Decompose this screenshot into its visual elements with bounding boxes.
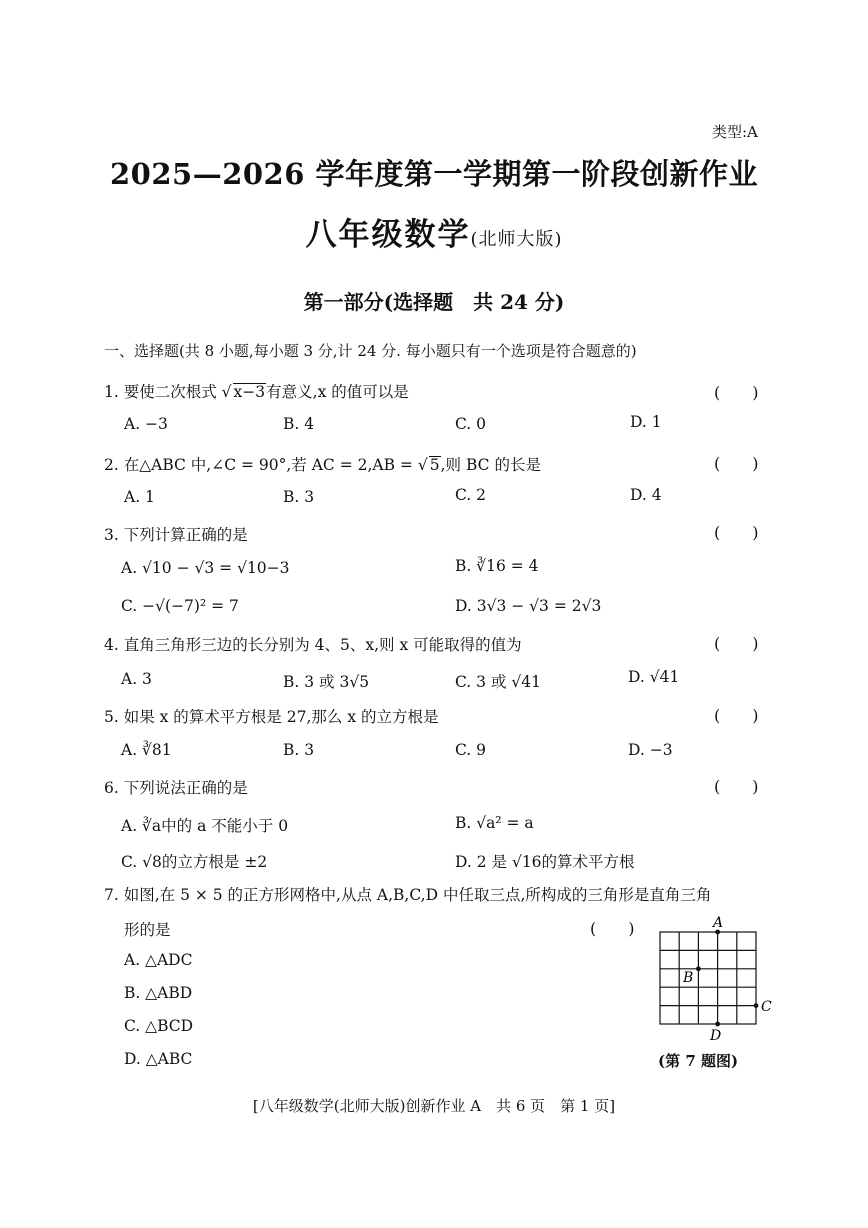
q5-option-d: D. −3 [628,741,673,759]
label-a: A [713,915,724,931]
q7-option-d: D. △ABC [124,1050,193,1068]
q2-option-a: A. 1 [124,488,155,506]
q1-option-d: D. 1 [630,413,662,431]
answer-paren-1: ( ) [714,383,759,402]
question-7-stem-line2: 形的是 [124,921,171,939]
subject-version: (北师大版) [470,229,563,250]
q2-option-b: B. 3 [283,488,315,506]
question-4-stem: 4. 直角三角形三边的长分别为 4、5、x,则 x 可能取得的值为 [104,636,522,654]
point-c [754,1003,759,1008]
subject-title [0,209,868,254]
part-heading: 第一部分(选择题 共 24 分) [303,290,565,314]
page-title: 2025—2026 学年度第一学期第一阶段创新作业 [109,157,759,191]
q5-option-c: C. 9 [455,741,487,759]
q3-option-a: A. √10 − √3 = √10−3 [121,559,290,577]
question-6-stem: 6. 下列说法正确的是 [104,779,248,797]
q5-option-b: B. 3 [283,741,315,759]
question-1-stem: 1. 要使二次根式 √ x−3有意义,x 的值可以是 [104,383,409,401]
label-c: C [761,999,772,1015]
q4-option-a: A. 3 [121,670,152,688]
answer-paren-5: ( ) [714,706,759,725]
type-label: 类型:A [712,123,758,141]
q6-option-a: A. ∛a中的 a 不能小于 0 [121,817,289,835]
q7-option-a: A. △ADC [124,951,193,969]
q2-option-c: C. 2 [455,486,487,504]
q6-option-c: C. √8的立方根是 ±2 [121,853,268,871]
label-d: D [710,1028,722,1044]
q1-option-b: B. 4 [283,415,315,433]
question-2-stem: 2. 在△ABC 中,∠C = 90°,若 AC = 2,AB = √ 5,则 BC 的长是 [104,456,541,474]
q5-option-a: A. ∛81 [121,741,172,759]
answer-paren-3: ( ) [714,523,759,542]
section-heading: 一、选择题(共 8 小题,每小题 3 分,计 24 分. 每小题只有一个选项是符合题意的) [104,342,637,360]
radical-sign: √ [417,456,428,474]
q7-option-c: C. △BCD [124,1017,194,1035]
q4-option-c: C. 3 或 √41 [455,673,541,691]
point-d [715,1022,720,1027]
figure-caption: (第 7 题图) [658,1052,739,1070]
answer-paren-6: ( ) [714,777,759,796]
answer-paren-4: ( ) [714,634,759,653]
question-7-stem-line1: 7. 如图,在 5 × 5 的正方形网格中,从点 A,B,C,D 中任取三点,所构成的三角形是直角三角 [104,886,712,904]
q3-option-d: D. 3√3 − √3 = 2√3 [455,597,602,615]
point-b [696,966,701,971]
q4-option-d: D. √41 [628,668,680,686]
grid-border [660,932,756,1024]
figure-7-grid [658,914,778,1048]
page-footer: [八年级数学(北师大版)创新作业 A 共 6 页 第 1 页] [252,1097,616,1115]
answer-paren-2: ( ) [714,454,759,473]
question-3-stem: 3. 下列计算正确的是 [104,526,248,544]
label-b: B [683,970,694,986]
q6-option-b: B. √a² = a [455,814,534,832]
q3-option-c: C. −√(−7)² = 7 [121,597,239,615]
radical-sign: √ [221,383,232,401]
q6-option-d: D. 2 是 √16的算术平方根 [455,853,635,871]
answer-paren-7: ( ) [590,919,635,938]
q7-option-b: B. △ABD [124,984,193,1002]
q3-option-b: B. ∛16 = 4 [455,557,539,575]
subject-name: 八年级数学 [305,217,471,253]
q1-option-c: C. 0 [455,415,487,433]
grid-svg [658,914,778,1044]
question-5-stem: 5. 如果 x 的算术平方根是 27,那么 x 的立方根是 [104,708,439,726]
q1-option-a: A. −3 [124,415,168,433]
q4-option-b: B. 3 或 3√5 [283,673,370,691]
q2-option-d: D. 4 [630,486,662,504]
